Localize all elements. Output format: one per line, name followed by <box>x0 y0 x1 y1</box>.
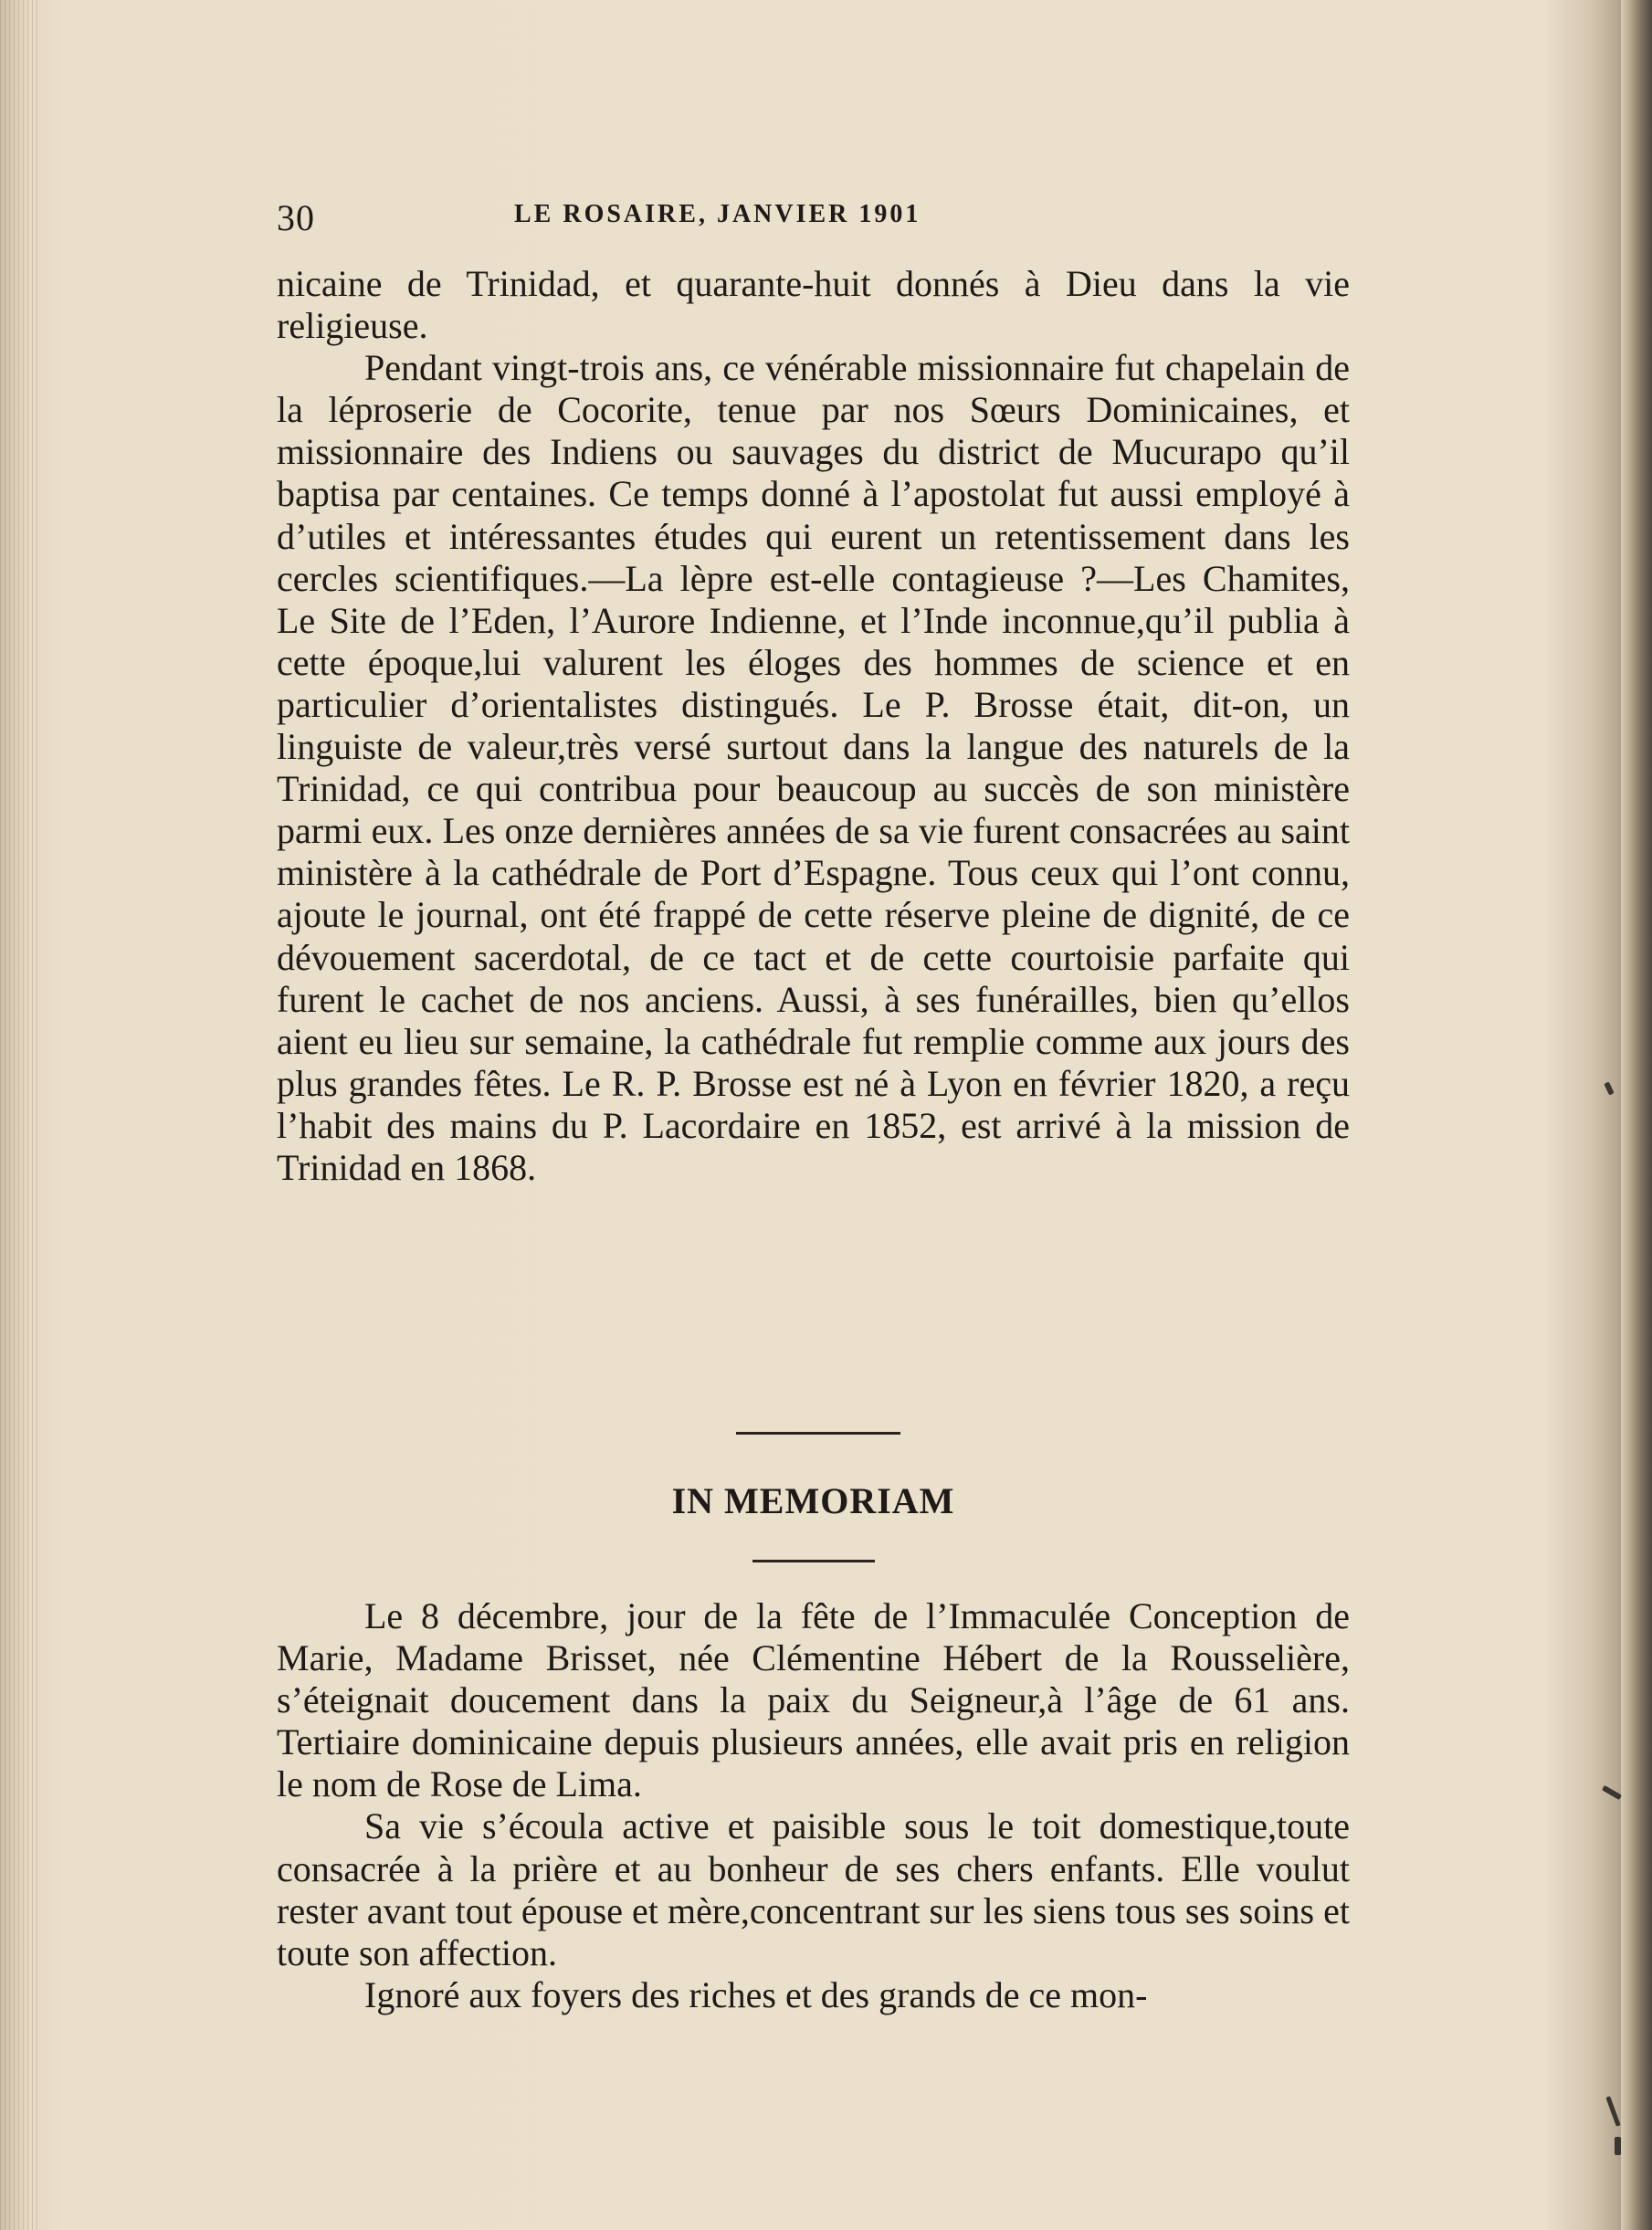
right-page-edge <box>1621 0 1652 2230</box>
page-number: 30 <box>277 197 315 238</box>
margin-speck-3 <box>1605 2096 1620 2127</box>
left-page-edge <box>0 0 38 2230</box>
margin-speck-4 <box>1615 2137 1621 2155</box>
paragraph-1: nicaine de Trinidad, et quarante-huit donnés à Dieu dans la vie religieuse. <box>277 263 1350 347</box>
article-continuation <box>277 263 1350 1189</box>
section-title: IN MEMORIAM <box>671 1480 955 1521</box>
page-header <box>277 196 1350 251</box>
memoriam-paragraph-2: Sa vie s’écoula active et paisible sous le toit domestique,toute consacrée à la prière et au bonheur de ses chers enfants. Elle voulut rester avant tout épouse et mère,concentrant sur les siens tous ses soins et toute son affection. <box>277 1805 1350 1973</box>
running-head: LE ROSAIRE, JANVIER 1901 <box>514 200 921 228</box>
section-divider-top <box>736 1432 900 1435</box>
margin-speck-2 <box>1602 1785 1622 1800</box>
memoriam-paragraph-1: Le 8 décembre, jour de la fête de l’Immaculée Conception de Marie, Madame Brisset, née Clémentine Hébert de la Rousselière, s’éteignait doucement dans la paix du Seigneur,à l’âge de 61 ans. Tertiaire dominicaine depuis plusieurs années, elle avait pris en religion le nom de Rose de Lima. <box>277 1595 1350 1805</box>
section-divider-bottom <box>752 1560 875 1562</box>
memoriam-paragraph-3: Ignoré aux foyers des riches et des grands de ce mon- <box>364 1973 1148 2015</box>
memoriam-text <box>277 1595 1350 2016</box>
margin-speck-1 <box>1604 1081 1614 1095</box>
paragraph-2: Pendant vingt-trois ans, ce vénérable missionnaire fut chapelain de la léproserie de Cocorite, tenue par nos Sœurs Dominicaines, et missionnaire des Indiens ou sauvages du district de Mucurapo qu’il baptisa par centaines. Ce temps donné à l’apostolat fut aussi employé à d’utiles et intéressantes études qui eurent un retentissement dans les cercles scientifiques.—La lèpre est-elle contagieuse ?—Les Chamites, Le Site de l’Eden, l’Aurore Indienne, et l’Inde inconnue,qu’il publia à cette époque,lui valurent les éloges des hommes de science et en particulier d’orientalistes distingués. Le P. Brosse était, dit-on, un linguiste de valeur,très versé surtout dans la langue des naturels de la Trinidad, ce qui contribua pour beaucoup au succès de son ministère parmi eux. Les onze dernières années de sa vie furent consacrées au saint ministère à la cathédrale de Port d’Espagne. Tous ceux qui l’ont connu, ajoute le journal, ont été frappé de cette réserve pleine de dignité, de ce dévouement sacerdotal, de ce tact et de cette courtoisie parfaite qui furent le cachet de nos anciens. Aussi, à ses funérailles, bien qu’ellos aient eu lieu sur semaine, la cathédrale fut remplie comme aux jours des plus grandes fêtes. Le R. P. Brosse est né à Lyon en février 1820, a reçu l’habit des mains du P. Lacordaire en 1852, est arrivé à la mission de Trinidad en 1868. <box>277 347 1350 1188</box>
